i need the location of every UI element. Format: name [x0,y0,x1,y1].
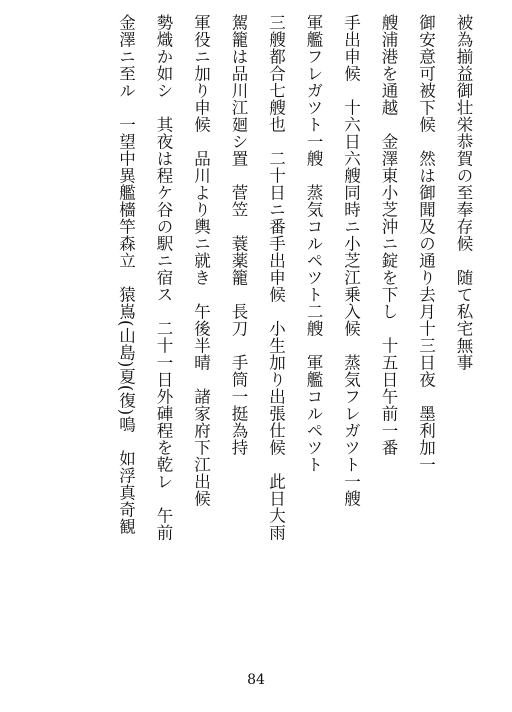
text-line: 駕籠は品川江廻シ置 菅笠 蓑薬籠 長刀 手筒一挺為持 [229,14,248,456]
text-line: 軍役ニ加り申候 品川より輿ニ就き 午後半晴 諸家府下江出候 [191,14,211,507]
text-line: 手出申候 十六日六艘同時ニ小芝江乗入候 蒸気フレガツト一艘 [341,14,361,507]
text-line: 三艘都合七艘也 二十日ニ番手出申候 小生加り出張仕候 此日大雨 [266,14,286,541]
text-line: 軍艦フレガツト一艘 蒸気コルペツト二艘 軍艦コルペツト [304,14,323,473]
page-number: 84 [247,672,265,688]
text-line: 勢熾か如シ 其夜は程ケ谷の駅ニ宿ス 二十一日外硨程を乾レ 午前 [154,14,173,541]
text-line: 金澤ニ至ル 一望中異艦檣竿森立 猿嶌(山島)夏(復)鳴 如浮真奇観 [116,14,136,535]
text-line: 艘浦港を通越 金澤東小芝沖ニ錠を下し 十五日午前一番 [379,14,398,456]
vertical-text-body [107,14,482,604]
text-line: 被為揃益御壮栄恭賀の至奉存候 随て私宅無事 [454,14,473,371]
text-line: 御安意可被下候 然は御聞及の通り去月十三日夜 墨利加一 [416,14,436,473]
